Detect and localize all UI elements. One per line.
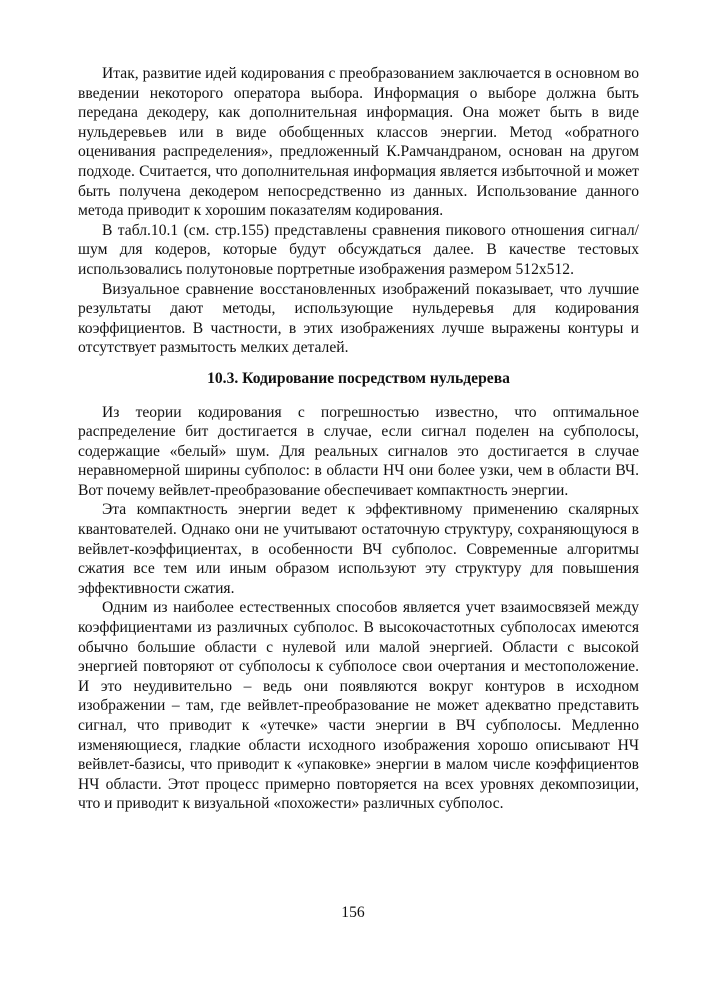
paragraph-intro-1: Итак, развитие идей кодирования с преобразованием заключается в основном во введении некоторого оператора выбора. Информация о выборе должна быть передана декодеру, как дополнительная информация. Она может быть в виде нульдеревьев или в виде обобщенных классов энергии. Метод «обратного оценивания распределения», предложенный К.Рамчандраном, основан на другом подходе. Считается, что дополнительная информация является избыточной и может быть получена декодером непосредственно из данных. Использование данного метода приводит к хорошим показателям кодирования. [78,65,639,220]
paragraph-main-1: Из теории кодирования с погрешностью известно, что оптимальное распределение бит достигается в случае, если сигнал поделен на субполосы, содержащие «белый» шум. Для реальных сигналов это достигается в случае неравномерной ширины субполос: в области НЧ они более узки, чем в области ВЧ. Вот почему вейвлет-преобразование обеспечивает компактность энергии. [78,403,639,499]
paragraph-intro-2: В табл.10.1 (см. стр.155) представлены сравнения пикового отношения сигнал/шум для кодеров, которые будут обсуждаться далее. В качестве тестовых использовались полутоновые портретные изображения размером 512x512. [78,221,639,278]
paragraph-main-3: Одним из наиболее естественных способов является учет взаимосвязей между коэффициентами из различных субполос. В высокочастотных субполосах имеются обычно большие области с нулевой или малой энергией. Области с высокой энергией повторяют от субполосы к субполосе свои очертания и местоположение. И это неудивительно – ведь они появляются вокруг контуров в исходном изображении – там, где вейвлет-преобразование не может адекватно представить сигнал, что приводит к «утечке» части энергии в ВЧ субполосы. Медленно изменяющиеся, гладкие области исходного изображения хорошо описывают НЧ вейвлет-базисы, что приводит к «упаковке» энергии в малом числе коэффициентов НЧ области. Этот процесс примерно повторяется на всех уровнях декомпозиции, что и приводит к визуальной «похожести» различных субполос. [78,599,639,813]
section-heading: 10.3. Кодирование посредством нульдерева [207,369,510,387]
paragraph-main-2: Эта компактность энергии ведет к эффективному применению скалярных квантователей. Однако они не учитывают остаточную структуру, сохраняющуюся в вейвлет-коэффициентах, в особенности ВЧ субполос. Современные алгоритмы сжатия все тем или иным образом используют эту структуру для повышения эффективности сжатия. [78,501,639,597]
paragraph-intro-3: Визуальное сравнение восстановленных изображений показывает, что лучшие результаты дают методы, использующие нульдеревья для кодирования коэффициентов. В частности, в этих изображениях лучше выражены контуры и отсутствует размытость мелких деталей. [78,280,639,357]
page-number: 156 [341,904,365,921]
section-body [78,403,639,814]
